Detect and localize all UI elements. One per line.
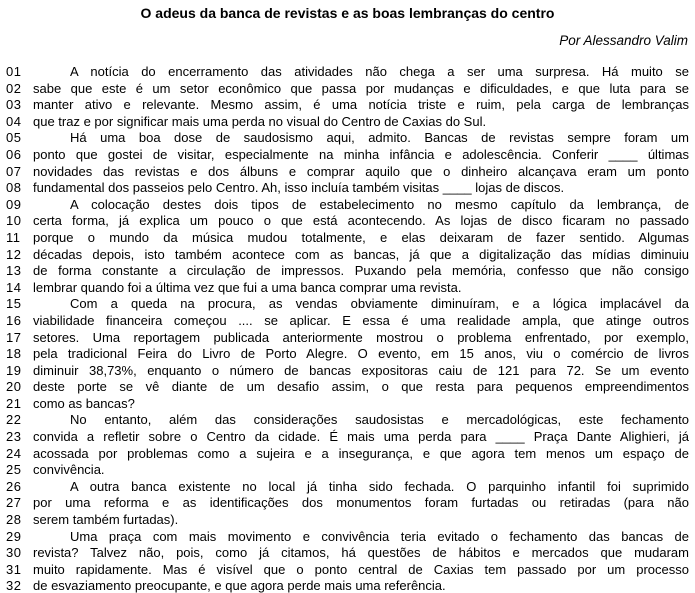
line-number: 15 [6,296,22,312]
line-number: 08 [6,180,22,196]
text-line [0,81,695,98]
line-text: deste porte se vê diante de um desafio assim, o que resta para pequenos empreendimentos [33,379,689,395]
text-line [0,396,695,413]
line-number: 16 [6,312,22,328]
line-text: pela tradicional Feira do Livro de Porto Alegre. O evento, em 15 anos, viu o comércio de livros [33,346,689,362]
article-title: O adeus da banca de revistas e as boas lembranças do centro [140,5,555,21]
line-text: de esvaziamento preocupante, e que agora perde mais uma referência. [33,578,446,593]
line-number: 05 [6,130,22,146]
line-number: 18 [6,346,22,362]
line-text: décadas depois, isto também acontece com as bancas, já que a digitalização das mídias diminuiu [33,246,689,262]
line-number: 21 [6,395,22,411]
line-number: 17 [6,329,22,345]
line-number: 12 [6,246,22,262]
line-text: Com a queda na procura, as vendas obviamente diminuíram, e a lógica implacável da [70,296,689,312]
line-text: lembrar quando foi a última vez que fui a uma banca comprar uma revista. [33,279,462,295]
line-text: A notícia do encerramento das atividades não chega a ser uma surpresa. Há muito se [70,64,689,79]
line-text: convida a refletir sobre o Centro da cidade. É mais uma perda para ____ Praça Dante Alighieri, já [33,429,689,445]
line-text: setores. Uma reportagem publicada anteriormente mostrou o problema enfrentado, por exemplo, [33,329,689,345]
line-text: Há uma boa dose de saudosismo aqui, admito. Bancas de revistas sempre foram um [70,130,689,146]
line-number: 29 [6,528,22,544]
line-number: 22 [6,412,22,428]
article-body [0,64,695,593]
line-text: sabe que este é um setor econômico que passa por mudanças e dificuldades, e que luta para se [33,80,689,96]
line-number: 01 [6,64,22,79]
text-line [0,429,695,446]
text-line [0,330,695,347]
line-number: 26 [6,478,22,494]
text-line [0,64,695,81]
text-line [0,97,695,114]
text-line [0,296,695,313]
text-line [0,213,695,230]
line-number: 11 [6,229,21,245]
line-number: 03 [6,97,22,113]
line-text: revista? Talvez não, pois, como já citamos, há questões de hábitos e mercados que mudaram [33,545,689,561]
text-line [0,379,695,396]
text-line [0,313,695,330]
text-line [0,230,695,247]
line-number: 14 [6,279,22,295]
line-text: certa forma, já explica um pouco o que está acontecendo. As lojas de disco ficaram no passado [33,213,689,229]
line-text: manter ativo e relevante. Mesmo assim, é uma notícia triste e ruim, pela carga de lembranças [33,97,689,113]
text-line [0,130,695,147]
line-number: 02 [6,80,22,96]
line-text: novidades das revistas e dos álbuns e comprar aquilo que o dinheiro alcançava eram um ponto [33,163,689,179]
text-line [0,446,695,463]
line-text: como as bancas? [33,395,135,411]
text-line [0,280,695,297]
line-number: 28 [6,512,22,528]
line-text: fundamental dos passeios pelo Centro. Ah, isso incluía também visitas ____ lojas de discos. [33,180,565,196]
text-line [0,363,695,380]
line-number: 25 [6,462,22,478]
line-text: convivência. [33,462,105,478]
line-number: 04 [6,113,22,129]
line-text: por uma reforma e as identificações dos monumentos foram furtadas ou retiradas (para não [33,495,689,511]
text-line [0,562,695,579]
text-line [0,164,695,181]
line-text: diminuir 38,73%, enquanto o número de bancas expositoras caiu de 121 para 72. Se um evento [33,362,689,378]
line-number: 32 [6,578,22,593]
line-text: que traz e por significar mais uma perda no visual do Centro de Caxias do Sul. [33,113,487,129]
line-number: 07 [6,163,22,179]
line-text: A outra banca existente no local já tinha sido fechada. O parquinho infantil foi suprimido [70,478,689,494]
text-line [0,512,695,529]
line-number: 13 [6,263,22,279]
text-line [0,462,695,479]
text-line [0,247,695,264]
text-line [0,578,695,593]
text-line [0,545,695,562]
text-line [0,180,695,197]
line-text: porque o mundo da música mudou totalmente, e elas deixaram de fazer sentido. Algumas [33,229,689,245]
line-text: A colocação destes dois tipos de estabelecimento no mesmo capítulo da lembrança, de [70,196,689,212]
line-number: 10 [6,213,22,229]
line-text: serem também furtadas). [33,512,179,528]
line-text: Uma praça com mais movimento e convivência teria evitado o fechamento das bancas de [70,528,689,544]
line-number: 27 [6,495,22,511]
line-number: 30 [6,545,22,561]
line-number: 19 [6,362,22,378]
article-byline: Por Alessandro Valim [559,33,688,48]
text-line [0,412,695,429]
text-line [0,147,695,164]
line-text: No entanto, além das considerações saudosistas e mercadológicas, este fechamento [70,412,689,428]
text-line [0,529,695,546]
text-line [0,495,695,512]
text-line [0,479,695,496]
text-line [0,346,695,363]
text-line [0,114,695,131]
line-text: viabilidade financeira começou .... se aplicar. E essa é uma realidade ampla, que atinge outros [33,312,689,328]
line-number: 24 [6,445,22,461]
text-line [0,197,695,214]
line-number: 31 [6,561,22,577]
line-text: ponto que gostei de visitar, especialmente na minha infância e adolescência. Conferir ____ últimas [33,146,689,162]
line-text: acossada por problemas como a sujeira e a insegurança, e que agora tem menos um espaço de [33,445,689,461]
line-number: 09 [6,196,22,212]
line-text: de forma constante a circulação de impressos. Puxando pela memória, confesso que não consigo [33,263,689,279]
line-number: 06 [6,146,22,162]
line-number: 20 [6,379,22,395]
text-line [0,263,695,280]
line-text: muito rapidamente. Mas é visível que o ponto central de Caxias tem passado por um processo [33,561,689,577]
line-number: 23 [6,429,22,445]
